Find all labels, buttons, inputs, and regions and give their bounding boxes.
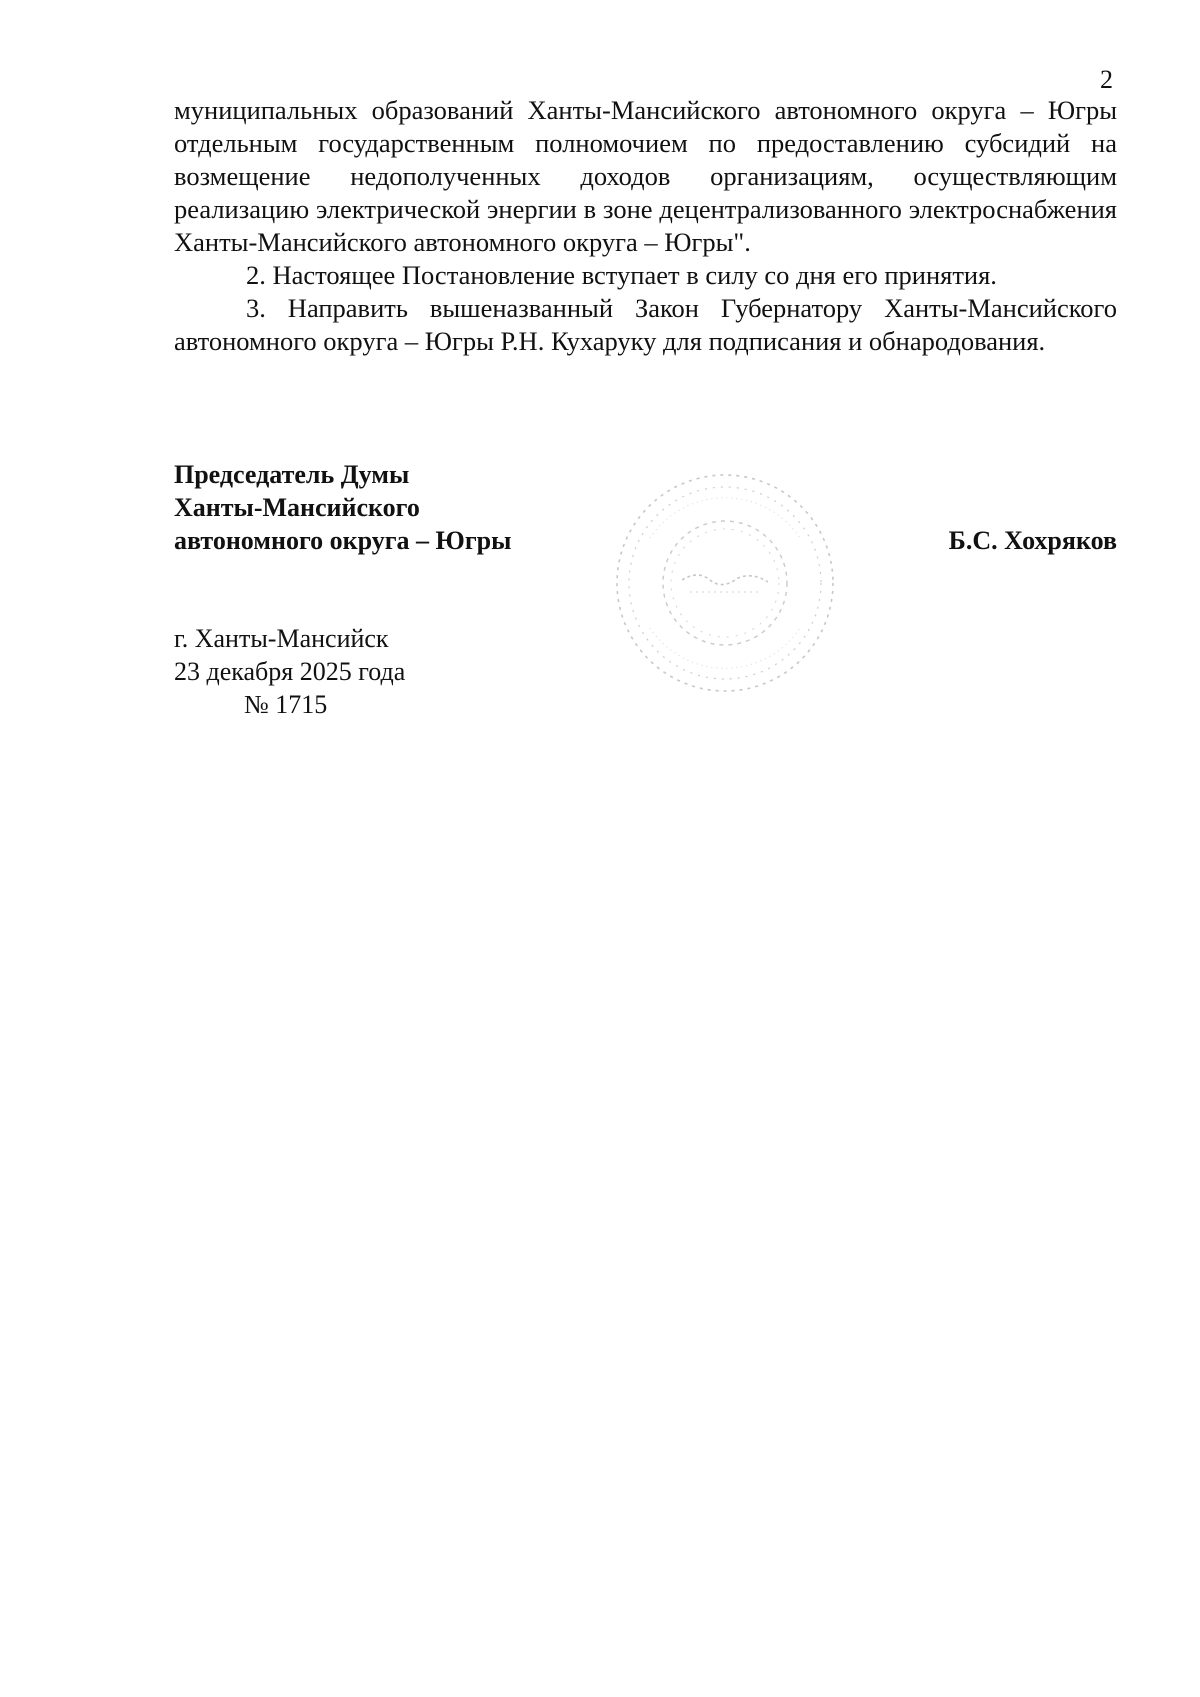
document-body	[174, 94, 1117, 358]
city: г. Ханты-Мансийск	[174, 624, 389, 653]
page-number: 2	[1100, 65, 1113, 94]
body-paragraph-send-to-governor: 3. Направить вышеназванный Закон Губернатору Ханты-Мансийского автономного округа – Югры Р.Н. Кухаруку для подписания и обнародования.	[174, 293, 1117, 356]
signatory-name: Б.С. Хохряков	[948, 526, 1117, 555]
document-date: 23 декабря 2025 года	[174, 657, 406, 686]
body-paragraph-effective-date: 2. Настоящее Постановление вступает в силу со дня его принятия.	[246, 260, 997, 290]
signatory-title-line: Ханты-Мансийского	[174, 493, 420, 522]
document-number: № 1715	[244, 690, 328, 719]
signatory-title	[174, 458, 511, 557]
signatory-title-line: Председатель Думы	[174, 460, 410, 489]
signatory-title-line: автономного округа – Югры	[174, 526, 512, 555]
official-seal-stamp	[610, 468, 840, 698]
place-and-date	[174, 622, 405, 721]
body-paragraph-continuation: муниципальных образований Ханты-Мансийского автономного округа – Югры отдельным государственным полномочием по предоставлению субсидий на возмещение недополученных доходов организациям, осуществляющим реализацию электрической энергии в зоне децентрализованного электроснабжения Ханты-Мансийского автономного округа – Югры".	[174, 95, 1117, 257]
